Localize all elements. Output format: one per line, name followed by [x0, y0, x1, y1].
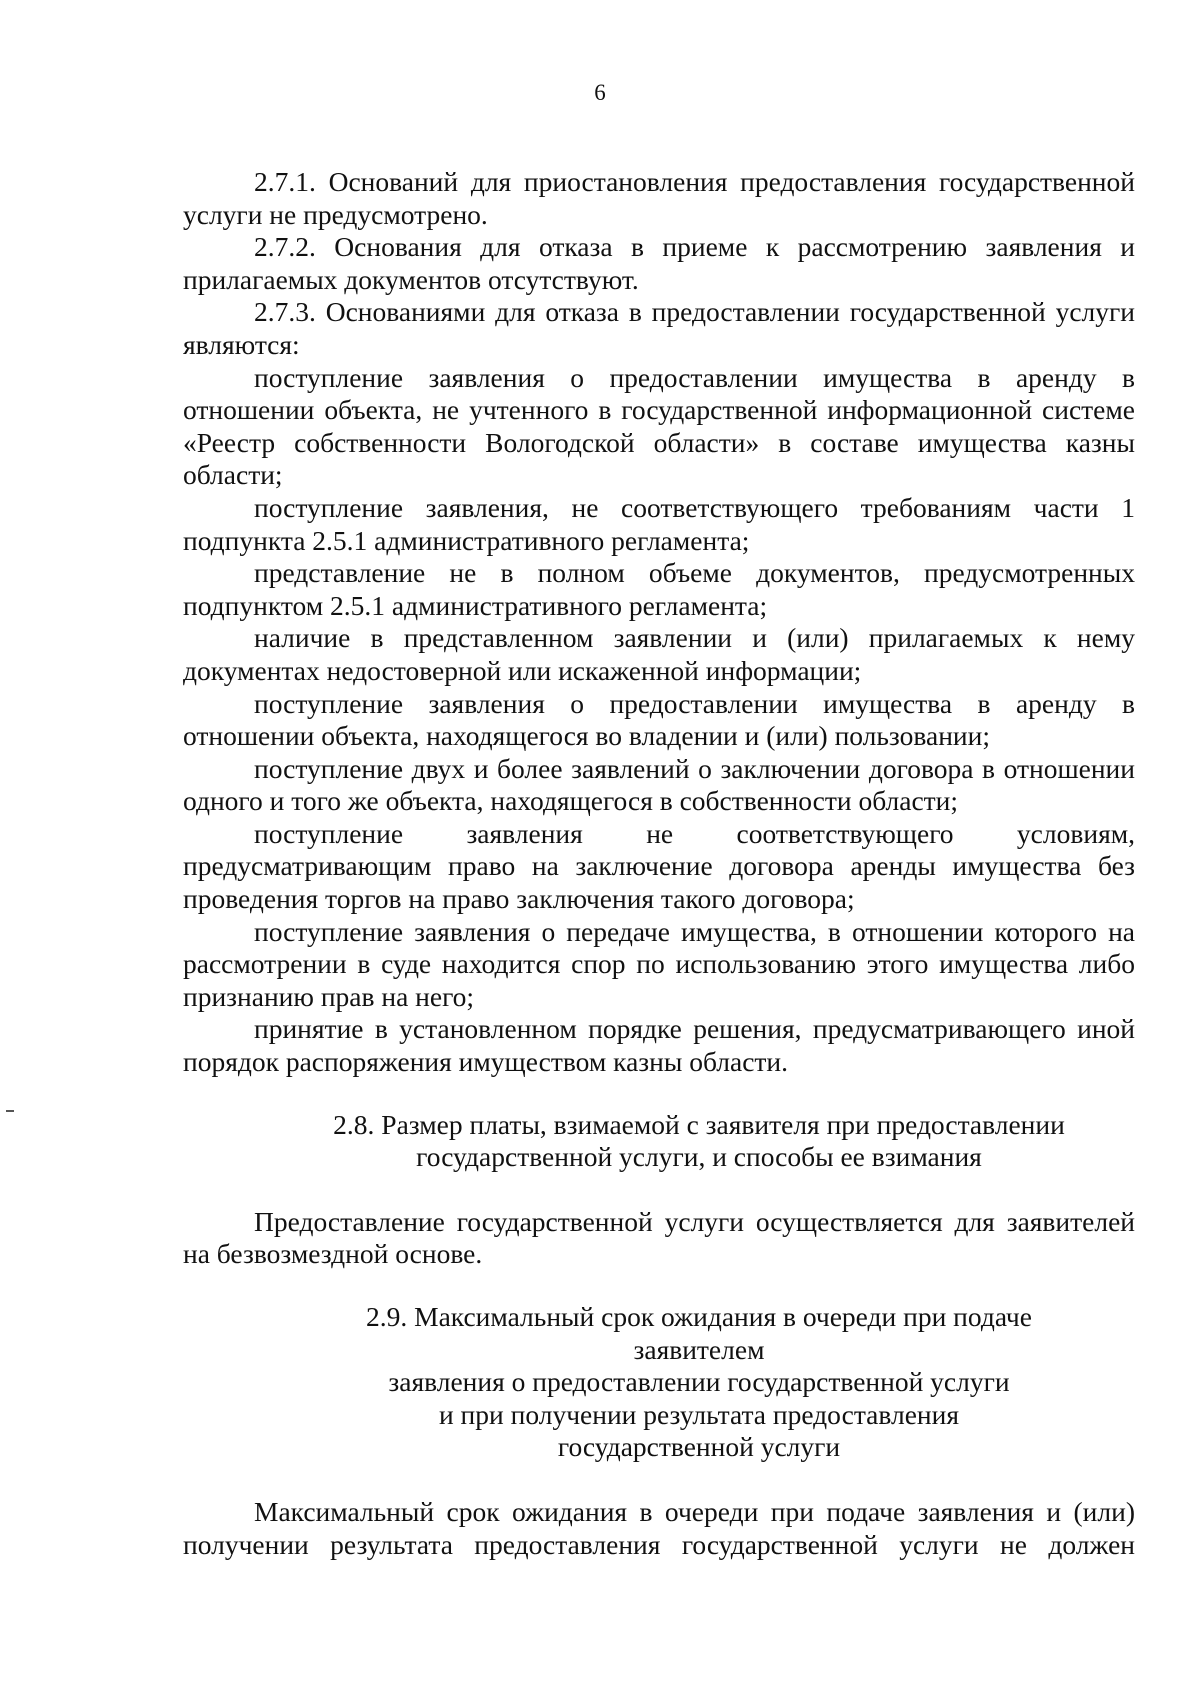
section-heading-line: государственной услуги, и способы ее взимания: [416, 1141, 982, 1173]
refusal-ground-item: наличие в представленном заявлении и (или) прилагаемых к нему документах недостоверной или искаженной информации;: [183, 622, 1135, 686]
refusal-ground-item: поступление заявления не соответствующего условиям, предусматривающим право на заключение договора аренды имущества без проведения торгов на право заключения такого договора;: [183, 817, 1135, 915]
section-2-8-heading: [183, 1109, 1135, 1174]
refusal-ground-item: представление не в полном объеме документов, предусмотренных подпунктом 2.5.1 административного регламента;: [183, 557, 1135, 621]
page-number: 6: [594, 80, 606, 105]
section-heading-line: заявления о предоставлении государственной услуги: [388, 1366, 1010, 1398]
refusal-ground-item: поступление заявления о предоставлении имущества в аренду в отношении объекта, находящегося во владении и (или) пользовании;: [183, 687, 1135, 752]
paragraph-2-7-2: 2.7.2. Основания для отказа в приеме к рассмотрению заявления и прилагаемых документов отсутствуют.: [183, 231, 1135, 295]
margin-mark: [6, 1110, 14, 1112]
refusal-ground-item: поступление заявления о передаче имущества, в отношении которого на рассмотрении в суде находится спор по использованию этого имущества либо признанию прав на него;: [183, 915, 1135, 1012]
refusal-ground-item: поступление заявления о предоставлении имущества в аренду в отношении объекта, не учтенного в государственной информационной системе «Реестр собственности Вологодской области» в составе имущества казны области;: [183, 361, 1135, 491]
section-heading-line: государственной услуги: [557, 1431, 841, 1463]
refusal-ground-item: поступление заявления, не соответствующего требованиям части 1 подпункта 2.5.1 административного регламента;: [183, 491, 1135, 556]
section-heading-line: 2.8. Размер платы, взимаемой с заявителя при предоставлении: [333, 1108, 1065, 1140]
section-2-9-heading: [183, 1301, 1135, 1464]
section-heading-line: 2.9. Максимальный срок ожидания в очереди при подаче заявителем: [366, 1301, 1032, 1365]
paragraph-2-7-1: 2.7.1. Оснований для приостановления предоставления государственной услуги не предусмотрено.: [183, 166, 1135, 230]
document-body: [183, 166, 1135, 1561]
refusal-ground-item: принятие в установленном порядке решения, предусматривающего иной порядок распоряжения имуществом казны области.: [183, 1013, 1135, 1078]
paragraph-2-7-3: 2.7.3. Основаниями для отказа в предоставлении государственной услуги являются:: [183, 296, 1135, 360]
refusal-ground-item: поступление двух и более заявлений о заключении договора в отношении одного и того же объекта, находящегося в собственности области;: [183, 752, 1135, 817]
section-heading-line: и при получении результата предоставления: [438, 1398, 960, 1430]
section-2-8-body: Предоставление государственной услуги осуществляется для заявителей на безвозмездной основе.: [183, 1205, 1135, 1270]
section-2-9-body: Максимальный срок ожидания в очереди при подаче заявления и (или) получении результата предоставления государственной услуги не должен: [183, 1495, 1135, 1560]
